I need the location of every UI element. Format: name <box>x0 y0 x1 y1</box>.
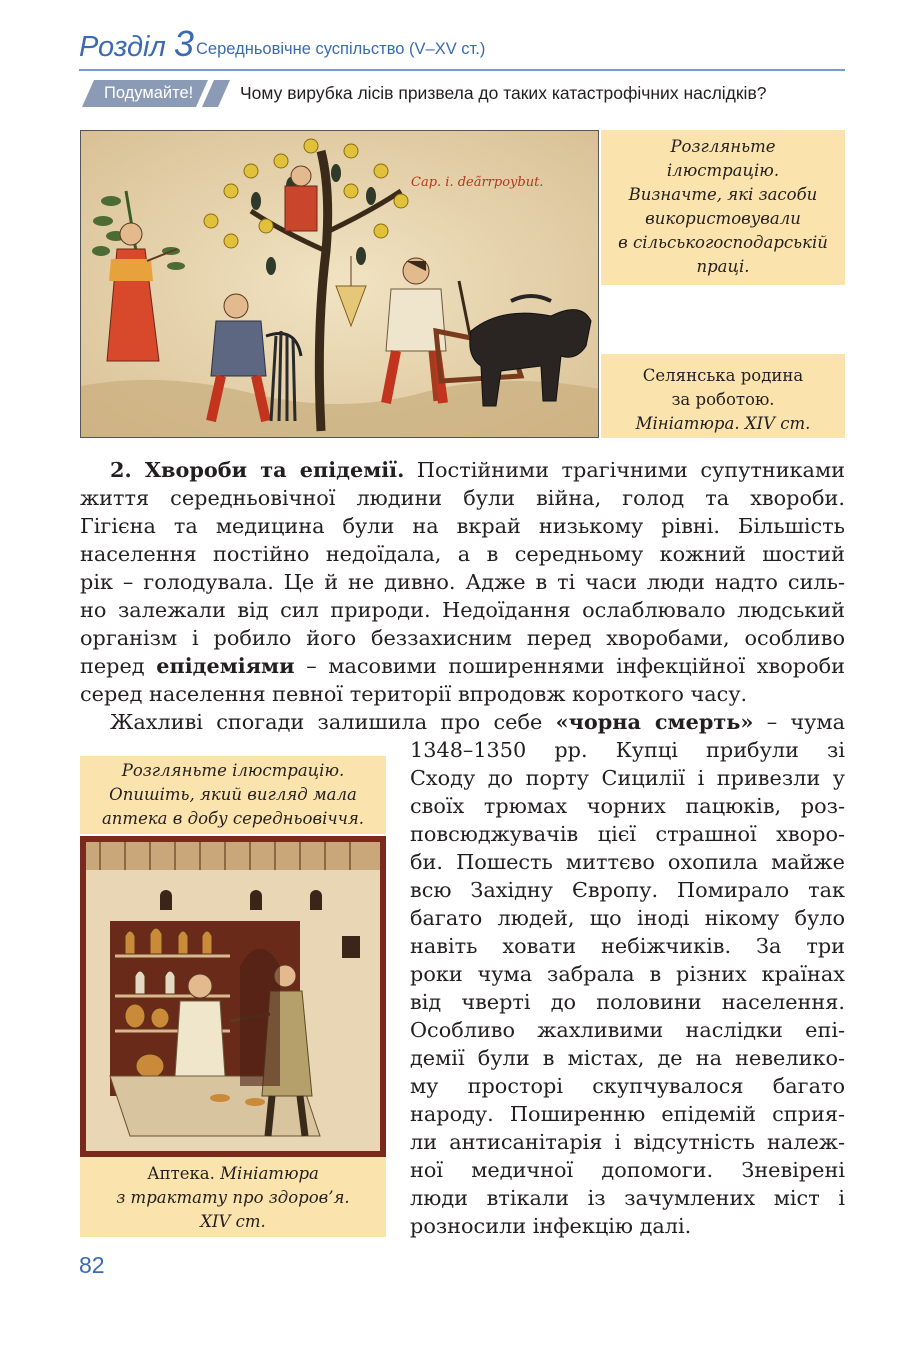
peasant-family-miniature <box>80 130 599 438</box>
figure2-task-line: Опишіть, який вигляд мала <box>109 785 357 804</box>
figure1-caption-line: Селянська родина <box>642 366 804 385</box>
miniature-inscription: Сар. і. deãrrpoybut. <box>411 175 544 190</box>
text-line: своїх трюмах чорних пацюків, роз- <box>410 794 845 818</box>
section-paragraph-1 <box>80 456 845 708</box>
page-number: 82 <box>79 1252 105 1278</box>
text-line <box>80 708 845 736</box>
figure1-task-line: ілюстрацію. <box>666 161 780 180</box>
figure2-caption-source: з трактату про здоров’я. <box>116 1188 350 1207</box>
figure2-caption-line <box>80 1162 386 1186</box>
text-line: навіть ховати небіжчиків. За три <box>410 934 845 958</box>
figure1-task-line: Розгляньте <box>670 137 776 156</box>
text-fragment: – масовими поширеннями інфекційної хвороби <box>294 654 845 678</box>
term-epidemics: епідеміями <box>156 653 295 678</box>
text-line: всю Західну Європу. Помирало так <box>410 878 845 902</box>
text-fragment: – чума <box>753 710 845 734</box>
text-line <box>80 652 845 680</box>
figure1-caption <box>601 354 845 438</box>
figure1-task-line: використовували <box>645 209 801 228</box>
text-fragment: Жахливі спогади залишила про себе <box>110 710 556 734</box>
chapter-number: 3 <box>173 23 194 64</box>
text-line: ли антисанітарія і відсутність належ- <box>410 1130 845 1154</box>
figure2-task-line: аптека в добу середньовіччя. <box>101 809 365 828</box>
text-line: від чверті до половини населення. <box>410 990 845 1014</box>
text-line: 1348–1350 рр. Купці прибули зі <box>410 738 845 762</box>
section-paragraph-2-first-line <box>80 708 845 736</box>
text-line: Сходу до порту Сицилії і привезли у <box>410 766 845 790</box>
chapter-subtitle: Середньовічне суспільство (V–XV ст.) <box>196 40 486 58</box>
pharmacy-miniature <box>80 836 386 1157</box>
think-question: Чому вирубка лісів призвела до таких катастрофічних наслідків? <box>240 83 767 103</box>
text-line: життя середньовічної людини були війна, голод та хвороби. <box>80 486 845 510</box>
figure1-task <box>601 130 845 285</box>
figure2-caption-title: Аптека. <box>147 1164 221 1183</box>
figure2-caption-line <box>80 1186 386 1210</box>
text-line: народу. Поширенню епідемій сприя- <box>410 1102 845 1126</box>
figure2-caption <box>80 1157 386 1237</box>
text-line: Особливо жахливими наслідки епі- <box>410 1018 845 1042</box>
header-divider <box>79 69 845 71</box>
text-line: роки чума забрала в різних країнах <box>410 962 845 986</box>
text-line: населення постійно недоїдала, а в середньому кожний шостий <box>80 542 845 566</box>
figure1-task-line: праці. <box>696 257 750 276</box>
term-black-death: «чорна смерть» <box>555 709 754 734</box>
text-fragment: перед <box>80 654 157 678</box>
chapter-word: Розділ <box>79 31 166 63</box>
figure1-task-line: Визначте, які засоби <box>628 185 818 204</box>
text-line: серед населення певної території впродовж короткого часу. <box>80 682 748 706</box>
figure2-caption-source: Мініатюра <box>220 1164 319 1183</box>
section-heading: 2. Хвороби та епідемії. <box>110 457 405 482</box>
think-badge-label: Подумайте! <box>104 84 194 102</box>
text-line: рік – голодувала. Це й не дивно. Адже в ті часи люди надто силь- <box>80 570 845 594</box>
section-paragraph-2-column <box>410 736 845 1240</box>
text-line: люди втікали із зачумлених міст і <box>410 1186 845 1210</box>
text-line: но залежали від сил природи. Недоїдання ослаблювало людський <box>80 598 845 622</box>
figure1-caption-source: Мініатюра. XIV ст. <box>635 414 811 433</box>
figure2-caption-date: XIV ст. <box>200 1212 266 1231</box>
text-line: демії були в містах, де на невелико- <box>410 1046 845 1070</box>
text-line: му просторі скупчувалося багато <box>410 1074 845 1098</box>
text-line: повсюджувачів цієї страшної хворо- <box>410 822 845 846</box>
figure1-caption-line: за роботою. <box>671 390 775 409</box>
figure2-caption-line <box>80 1210 386 1234</box>
figure1-task-line: в сільськогосподарській <box>618 233 828 252</box>
text-fragment: Постійними трагічними супутниками <box>416 458 845 482</box>
text-line <box>80 456 845 484</box>
chapter-title <box>79 23 194 65</box>
text-line: багато людей, що іноді нікому було <box>410 906 845 930</box>
text-line: Гігієна та медицина були на вкрай низькому рівні. Більшість <box>80 514 845 538</box>
text-line: розносили інфекцію далі. <box>410 1214 692 1238</box>
text-line: організм і робило його беззахисним перед хворобами, особливо <box>80 626 845 650</box>
text-line: би. Пошесть миттєво охопила майже <box>410 850 845 874</box>
figure2-task <box>80 756 386 834</box>
text-line: ної медичної допомоги. Зневірені <box>410 1158 845 1182</box>
figure2-task-line: Розгляньте ілюстрацію. <box>121 761 345 780</box>
